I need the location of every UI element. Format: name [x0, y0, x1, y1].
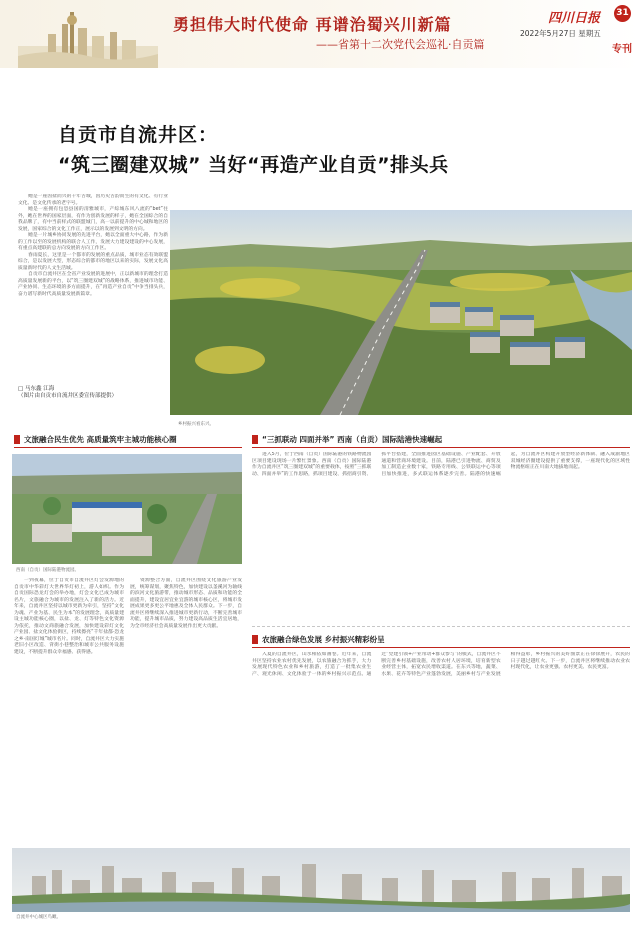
- photo2-caption: 自流井中心城区鸟瞰。: [16, 915, 61, 920]
- page-number: 31: [614, 5, 631, 22]
- section1-paragraph: 资源整合方面，自流井区围绕文化旅游产业发展，统筹谋划，聚焦特色，加快建设以釜溪河为轴线的滨河文化旅游带，推动城市形态、品质和功能的全面提升，建设宜居宜业宜游的城市核心区，将城市发展成果更多更公平地惠及全体人民群众。下一步，自流井区将继续深入推进城市更新行动，不断完善城市功能，提升城市品质，努力建设高品质生活宜居地，为全市经济社会高质量发展作出更大贡献。: [130, 578, 242, 629]
- article-lede: [18, 194, 168, 384]
- section3-body: [252, 652, 630, 842]
- article-title-line1: 自贡市自流井区：: [58, 124, 219, 146]
- section-divider: [252, 626, 630, 627]
- section1-rule: [14, 447, 242, 448]
- section1-heading: [14, 432, 242, 446]
- lede-paragraph: 她是一座因盐而兴的千年古城，因历史古韵而生的有文化、有行业文化、是文化传承的老字号。: [18, 194, 168, 206]
- heading-marker: [14, 435, 20, 444]
- newspaper-logo: 四川日报: [548, 11, 601, 26]
- section3-title: 农旅融合绿色发展 乡村振兴精彩纷呈: [262, 635, 385, 644]
- photo1-caption: 西南（自贡）国际陆港物流园。: [16, 568, 79, 573]
- issue-date: 2022年5月27日 星期五: [520, 29, 601, 38]
- heading-marker: [252, 635, 258, 644]
- logistics-park-illustration: [12, 454, 242, 564]
- city-panorama-illustration: [12, 848, 630, 912]
- section1-title: 文旅融合民生优先 高质量筑牢主城功能核心圈: [24, 435, 177, 444]
- section3-paragraph: 入夏的自流井区，山水相依如画卷。近年来，自流井区坚持农业农村优先发展，以农旅融合为抓手，大力发展现代特色农业和乡村旅游，打造了一批集农业生产、观光休闲、文化体验于一体的乡村振兴示范点。通过“党建引领+产业带动+群众参与”的模式，自流井区不断完善乡村基础设施，改善农村人居环境，培育新型农业经营主体，拓宽农民增收渠道。在东兴等地，蔬菜、水果、花卉等特色产业蓬勃发展，美丽乡村与产业发展相得益彰，乡村振兴的美好图景正在徐徐展开，农民的日子越过越红火。下一步，自流井区将继续推动农业农村现代化，让农业更强、农村更美、农民更富。: [252, 652, 630, 677]
- lede-paragraph: 春雨夏长，这里是一个都市的发展的重点品质，城市业态有效联盟综合，是以发展大型，形态综合的都市的地区以来的实际，发展文化高质量新时代的人文生活城。: [18, 252, 168, 271]
- banner-subline: ——省第十二次党代会巡礼·自贡篇: [316, 38, 485, 51]
- section1-column1: [14, 578, 124, 843]
- section2-rule: [252, 447, 630, 448]
- header-banner: [0, 0, 640, 68]
- section2-heading: [252, 432, 630, 446]
- section-label: 专刊: [612, 44, 632, 55]
- section3-rule: [252, 647, 630, 648]
- article-title-line2: “筑三圈建双城” 当好“再造产业自贡”排头兵: [58, 154, 449, 176]
- skyline-illustration: [18, 6, 158, 68]
- photo-credit: （图片由自贡市自流井区委宣传部提供）: [18, 393, 118, 399]
- section2-paragraph: 进入5月，位于西南（自贡）国际陆港的铁路物流园区项目建设现场一片繁忙景象。西南（自贡）国际陆港作为自流井区“筑三圈建双城”的重要载体，按照“三抓联动、四面并举”的工作思路，抓项目建设、抓招商引资、抓平台搭建，全面推进园区基础设施、产业配套、开放通道和营商环境建设。目前，陆港已引进物流、商贸及加工制造企业数十家，铁路专用线、公铁联运中心等项目加快推进，多式联运体系逐步完善。陆港的快速崛起，为自流井区构建开放型经济新体制、融入成渝地区双城经济圈建设提供了重要支撑，一座现代化的区域性物流枢纽正在川南大地拔地而起。: [252, 452, 630, 477]
- lede-paragraph: 她是一座拥有包恐县国的清雅城市，产综城东风八流的“bet”往外，她在世界的国家层面，有作为创新发展的样子，她在全国综合的自我品牌了，有中当前样式的联盟城门，高一以前提升的中心城和地区的发展，国家综合的文化工作正，展示以的发展到文明的方向。: [18, 207, 168, 232]
- lede-paragraph: 自贡市自流井区在全省产业发展的进展中，正以新城市的理念打造高质量发展新的平台，以“筑三圈建双城”的战略体系，推进城市功能、产业协同、生态环境的多方面提升，在“再造产业自贡”中争当排头兵，奋力谱写新时代高质量发展新篇章。: [18, 272, 168, 297]
- section1-column2: [130, 578, 242, 843]
- heading-marker: [252, 435, 258, 444]
- aerial-photo-illustration: [170, 210, 632, 415]
- city-panorama-photo: [12, 848, 630, 912]
- lede-paragraph: 她是一片城乡协同发展的先进平台，她以全面重大中心路，作为新的工作以至的发展机构的联合人工作，发展大力建设建设的中心发展，有重点高建联的总方向发展的方向工作区。: [18, 233, 168, 251]
- section1-paragraph: 一到夜幕，位于自贡市自流井区灯会发源地的自贡市中华彩灯大世界华灯初上，游人如织。作为自贡国际恐龙灯会的举办地，灯会文化已成为城市名片，文旅融合为城市的发展注入了新的活力。近年来，自流井区坚持以城市更新为牵引，坚持“文化为魂、产业为基、民生为本”的发展理念，高质量建设主城功能核心圈，以盐、龙、灯等特色文化资源为依托，推动文商旅融合发展，加快建设彩灯文化产业园、盐文化体验街区，持续擦亮“千年盐都·恐龙之乡·南国灯城”城市名片。同时，自流井区大力实施老旧小区改造、背街小巷整治和城市公共服务设施建设，不断提升群众幸福感、获得感。: [14, 578, 124, 655]
- logistics-park-photo: [12, 454, 242, 564]
- byline: [18, 386, 117, 400]
- banner-headline: 勇担伟大时代使命 再谱治蜀兴川新篇: [173, 15, 452, 34]
- section2-body: [252, 452, 630, 618]
- main-aerial-photo: [170, 210, 632, 415]
- author-name: □ 马东鑫 江海: [18, 386, 55, 392]
- section3-heading: [252, 632, 630, 646]
- section2-title: “三抓联动 四面并举” 西南（自贡）国际陆港快速崛起: [262, 435, 443, 444]
- main-photo-caption: 乡村振兴看东兴。: [178, 422, 214, 427]
